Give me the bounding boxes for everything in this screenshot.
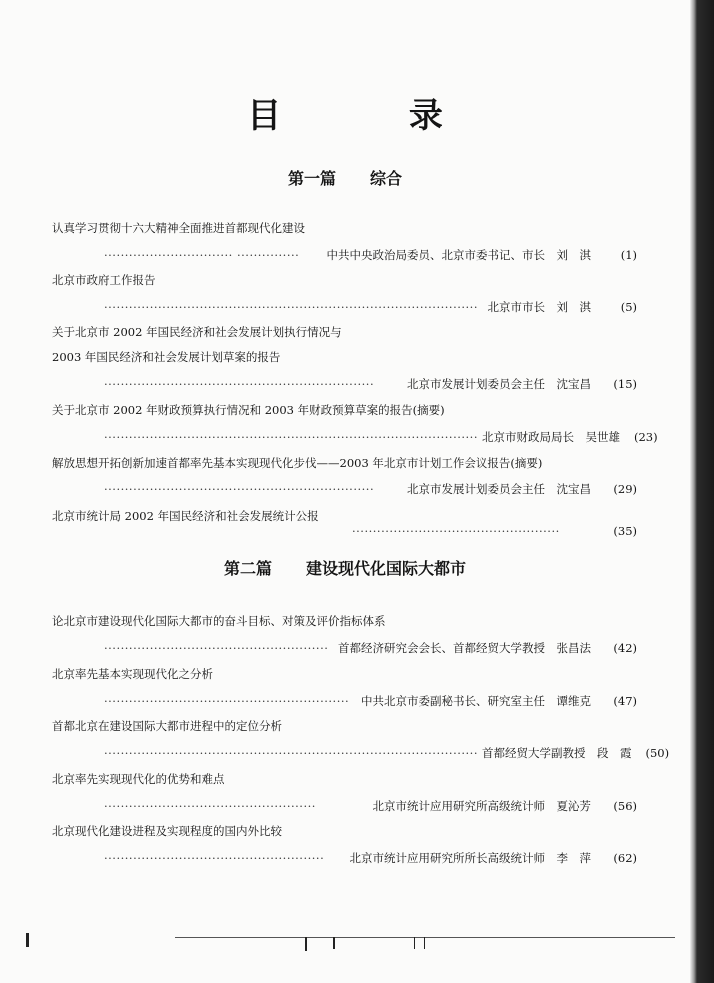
scan-mark — [333, 937, 335, 949]
scan-mark — [305, 937, 307, 951]
scan-line — [175, 937, 675, 938]
toc-entry-page[interactable]: (5) — [620, 300, 637, 314]
dot-leader: ····················································· — [104, 851, 325, 865]
dot-leader: ······························· ··············· — [104, 248, 300, 262]
toc-entry-author: 北京市发展计划委员会主任 沈宝昌 — [407, 482, 591, 496]
scan-mark — [424, 937, 425, 949]
scan-mark — [26, 933, 29, 947]
toc-entry-page[interactable]: (29) — [613, 482, 637, 496]
toc-entry-page[interactable]: (23) — [634, 430, 658, 444]
dot-leader: ································································· — [104, 377, 375, 391]
toc-entry-page[interactable]: (50) — [645, 746, 670, 760]
dot-leader: ·························································································· — [104, 300, 478, 314]
section-name: 综合 — [370, 169, 403, 188]
scan-mark — [414, 937, 415, 949]
toc-entry-page[interactable]: (42) — [613, 641, 637, 655]
dot-leader: ·························································································· — [104, 746, 478, 760]
toc-entry-title[interactable]: 北京市政府工作报告 — [52, 273, 156, 287]
dot-leader: ··························································· — [104, 694, 350, 708]
toc-entry-author: 首都经济研究会会长、首都经贸大学教授 张昌法 — [338, 641, 591, 655]
section-heading-1 — [0, 166, 690, 189]
toc-entry-single — [52, 508, 637, 538]
toc-entry-page[interactable]: (56) — [613, 799, 637, 813]
toc-entry-author: 北京市财政局局长 吴世雄 — [482, 430, 620, 444]
dot-leader: ·················································· — [352, 524, 560, 538]
toc-entry-author: 中共北京市委副秘书长、研究室主任 谭维克 — [361, 694, 591, 708]
toc-entry-author: 北京市统计应用研究所所长高级统计师 李 萍 — [349, 851, 591, 865]
toc-entry-title-cont[interactable]: 2003 年国民经济和社会发展计划草案的报告 — [52, 350, 281, 364]
toc-entry-title[interactable]: 认真学习贯彻十六大精神全面推进首都现代化建设 — [52, 221, 305, 235]
toc-entry-page[interactable]: (47) — [613, 694, 637, 708]
section-number: 第二篇 — [223, 559, 272, 578]
toc-entry-title[interactable]: 北京率先实现现代化的优势和难点 — [52, 772, 225, 786]
section-name: 建设现代化国际大都市 — [306, 559, 467, 578]
section-number: 第一篇 — [287, 169, 336, 188]
toc-entry-title[interactable]: 解放思想开拓创新加速首都率先基本实现现代化步伐——2003 年北京市计划工作会议报告(摘要) — [52, 456, 543, 470]
toc-entry-author: 北京市市长 刘 淇 — [487, 300, 591, 314]
toc-entry-page[interactable]: (35) — [613, 524, 637, 538]
toc-entry-author: 北京市统计应用研究所高级统计师 夏沁芳 — [372, 799, 591, 813]
toc-entry-page[interactable]: (62) — [613, 851, 637, 865]
dot-leader: ·························································································· — [104, 430, 478, 444]
toc-entry-page[interactable]: (1) — [620, 248, 637, 262]
toc-entry-author: 北京市发展计划委员会主任 沈宝昌 — [407, 377, 591, 391]
toc-entry-page[interactable]: (15) — [613, 377, 637, 391]
toc-entry-title[interactable]: 北京现代化建设进程及实现程度的国内外比较 — [52, 824, 282, 838]
section-heading-2 — [0, 556, 690, 579]
toc-entry-title[interactable]: 北京市统计局 2002 年国民经济和社会发展统计公报 — [52, 509, 319, 523]
toc-entry-title[interactable]: 论北京市建设现代化国际大都市的奋斗目标、对策及评价指标体系 — [52, 614, 386, 628]
scan-edge — [690, 0, 714, 983]
toc-entry-title[interactable]: 首都北京在建设国际大都市进程中的定位分析 — [52, 719, 282, 733]
toc-entry-author: 中共中央政治局委员、北京市委书记、市长 刘 淇 — [326, 248, 591, 262]
dot-leader: ··················································· — [104, 799, 316, 813]
toc-entry-title[interactable]: 关于北京市 2002 年财政预算执行情况和 2003 年财政预算草案的报告(摘要) — [52, 403, 445, 417]
dot-leader: ································································· — [104, 482, 375, 496]
page-title: 目 录 — [247, 96, 501, 136]
toc-entry-title[interactable]: 北京率先基本实现现代化之分析 — [52, 667, 213, 681]
toc-entry-title[interactable]: 关于北京市 2002 年国民经济和社会发展计划执行情况与 — [52, 325, 342, 339]
dot-leader: ······················································ — [104, 641, 329, 655]
toc-entry-author: 首都经贸大学副教授 段 霞 — [482, 746, 632, 760]
